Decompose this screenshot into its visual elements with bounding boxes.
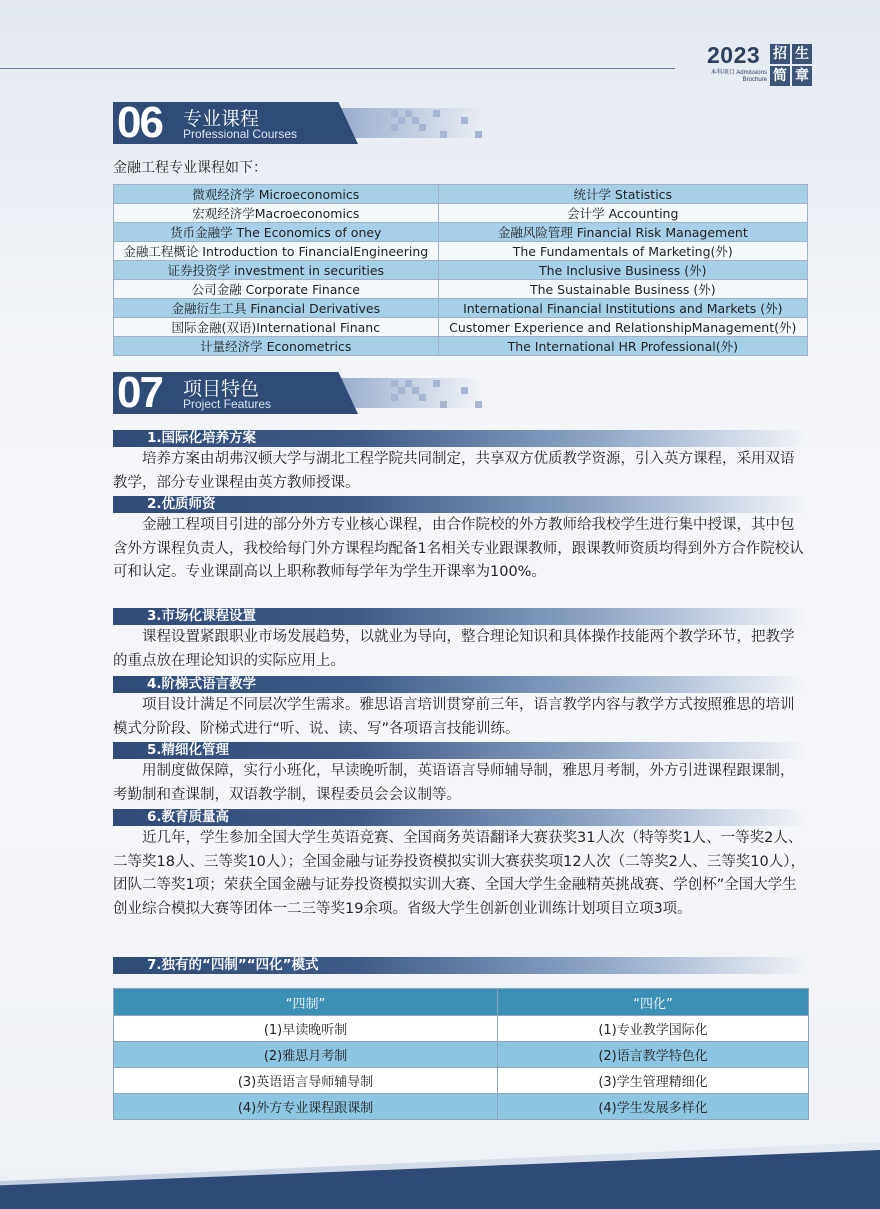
feature-block — [113, 496, 808, 585]
section-title: 专业课程 — [183, 108, 260, 130]
feature-block — [113, 957, 808, 974]
table-cell: The Sustainable Business (外) — [438, 280, 807, 299]
table-cell: 计量经济学 Econometrics — [114, 337, 439, 356]
table-header: “四制” — [114, 989, 498, 1016]
feature-block — [113, 676, 808, 741]
pixel-decoration — [398, 117, 405, 124]
table-row — [114, 318, 808, 337]
table-cell: (2)语言教学特色化 — [498, 1042, 809, 1068]
table-row — [114, 1094, 809, 1120]
brand-char: 招 — [770, 44, 790, 64]
section-subtitle: Project Features — [183, 397, 272, 411]
table-cell: (3)学生管理精细化 — [498, 1068, 809, 1094]
courses-table — [113, 184, 808, 356]
section-title: 项目特色 — [183, 378, 260, 400]
table-cell: 证券投资学 investment in securities — [114, 261, 439, 280]
pixel-decoration — [433, 110, 440, 117]
table-row — [114, 299, 808, 318]
pixel-decoration — [440, 131, 447, 138]
pixel-decoration — [391, 110, 398, 117]
table-cell: (3)英语语言导师辅导制 — [114, 1068, 498, 1094]
table-row — [114, 1016, 809, 1042]
model-table — [113, 988, 809, 1120]
section-header-courses — [113, 98, 485, 147]
table-row — [114, 1068, 809, 1094]
feature-block — [113, 430, 808, 495]
brand-char: 生 — [792, 44, 812, 64]
table-cell: 统计学 Statistics — [438, 185, 807, 204]
brand-subtitle — [685, 70, 767, 84]
table-cell: (4)外方专业课程跟课制 — [114, 1094, 498, 1120]
feature-title: 7.独有的“四制”“四化”模式 — [113, 957, 808, 974]
brand-char: 简 — [770, 66, 790, 86]
brand-subtitle-line: 本科项目 Admissions — [710, 70, 767, 76]
table-header: “四化” — [498, 989, 809, 1016]
table-cell: (4)学生发展多样化 — [498, 1094, 809, 1120]
feature-title: 3.市场化课程设置 — [113, 608, 808, 625]
pixel-decoration — [391, 380, 398, 387]
section-number: 06 — [117, 98, 162, 147]
table-cell: 金融工程概论 Introduction to FinancialEngineering — [114, 242, 439, 261]
table-row — [114, 280, 808, 299]
feature-title: 4.阶梯式语言教学 — [113, 676, 808, 693]
table-cell: (1)早读晚听制 — [114, 1016, 498, 1042]
table-cell: 金融衍生工具 Financial Derivatives — [114, 299, 439, 318]
table-cell: Customer Experience and RelationshipManagement(外) — [438, 318, 807, 337]
header-rule — [0, 68, 675, 69]
brand-subtitle-line: Brochure — [742, 77, 767, 83]
pixel-decoration — [419, 394, 426, 401]
pixel-decoration — [398, 387, 405, 394]
pixel-decoration — [440, 401, 447, 408]
pixel-decoration — [433, 380, 440, 387]
feature-text: 项目设计满足不同层次学生需求。雅思语言培训贯穿前三年，语言教学内容与教学方式按照雅思的培训模式分阶段、阶梯式进行“听、说、读、写”各项语言技能训练。 — [113, 697, 795, 737]
table-cell: 货币金融学 The Economics of oney — [114, 223, 439, 242]
table-cell: International Financial Institutions and Markets (外) — [438, 299, 807, 318]
feature-title: 2.优质师资 — [113, 496, 808, 513]
feature-text: 近几年，学生参加全国大学生英语竞赛、全国商务英语翻译大赛获奖31人次（特等奖1人、一等奖2人、二等奖18人、三等奖10人）；全国金融与证券投资模拟实训大赛获奖项12人次（二等奖2人、三等奖10人），团队二等奖1项；荣获全国金融与证券投资模拟实训大赛、全国大学生金融精英挑战赛、学创杯”全国大学生创业综合模拟大赛等团体一二三等奖19余项。省级大学生创新创业训练计划项目立项3项。 — [113, 830, 806, 917]
table-row — [114, 242, 808, 261]
feature-text: 课程设置紧跟职业市场发展趋势，以就业为导向，整合理论知识和具体操作技能两个教学环节，把教学的重点放在理论知识的实际应用上。 — [113, 629, 795, 669]
table-cell: 金融风险管理 Financial Risk Management — [438, 223, 807, 242]
pixel-decoration — [391, 124, 398, 131]
section-number: 07 — [117, 368, 162, 417]
pixel-decoration — [461, 387, 468, 394]
pixel-decoration — [412, 387, 419, 394]
table-header-row — [114, 989, 809, 1016]
feature-title: 6.教育质量高 — [113, 809, 808, 826]
feature-title: 1.国际化培养方案 — [113, 430, 808, 447]
section-subtitle: Professional Courses — [183, 127, 298, 141]
feature-text: 金融工程项目引进的部分外方专业核心课程，由合作院校的外方教师给我校学生进行集中授课，其中包含外方课程负责人，我校给每门外方课程均配备1名相关专业跟课教师，跟课教师资质均得到外方合作院校认可和认定。专业课副高以上职称教师每学年为学生开课率为100%。 — [113, 517, 804, 580]
table-cell: 微观经济学 Microeconomics — [114, 185, 439, 204]
pixel-decoration — [475, 401, 482, 408]
table-cell: 国际金融(双语)International Financ — [114, 318, 439, 337]
brochure-brand — [683, 40, 813, 90]
feature-block — [113, 608, 808, 673]
table-cell: 会计学 Accounting — [438, 204, 807, 223]
table-row — [114, 204, 808, 223]
table-cell: (2)雅思月考制 — [114, 1042, 498, 1068]
table-cell: The International HR Professional(外) — [438, 337, 807, 356]
brand-char: 章 — [792, 66, 812, 86]
pixel-decoration — [475, 131, 482, 138]
feature-title: 5.精细化管理 — [113, 742, 808, 759]
pixel-decoration — [405, 110, 412, 117]
table-cell: 公司金融 Corporate Finance — [114, 280, 439, 299]
table-row — [114, 223, 808, 242]
table-cell: 宏观经济学Macroeconomics — [114, 204, 439, 223]
pixel-decoration — [391, 394, 398, 401]
pixel-decoration — [419, 124, 426, 131]
feature-block — [113, 742, 808, 807]
brand-year: 2023 — [707, 42, 761, 68]
table-row — [114, 261, 808, 280]
table-cell: The Fundamentals of Marketing(外) — [438, 242, 807, 261]
feature-block — [113, 809, 808, 921]
courses-intro: 金融工程专业课程如下： — [113, 160, 267, 176]
table-cell: The Inclusive Business (外) — [438, 261, 807, 280]
feature-text: 用制度做保障，实行小班化，早读晚听制，英语语言导师辅导制，雅思月考制，外方引进课程跟课制，考勤制和查课制，双语教学制，课程委员会会议制等。 — [113, 763, 795, 803]
table-row — [114, 1042, 809, 1068]
table-row — [114, 337, 808, 356]
pixel-decoration — [412, 117, 419, 124]
table-cell: (1)专业教学国际化 — [498, 1016, 809, 1042]
section-header-features — [113, 368, 485, 417]
pixel-decoration — [405, 380, 412, 387]
feature-text: 培养方案由胡弗汉顿大学与湖北工程学院共同制定，共享双方优质教学资源，引入英方课程，采用双语教学，部分专业课程由英方教师授课。 — [113, 451, 795, 491]
pixel-decoration — [461, 117, 468, 124]
table-row — [114, 185, 808, 204]
